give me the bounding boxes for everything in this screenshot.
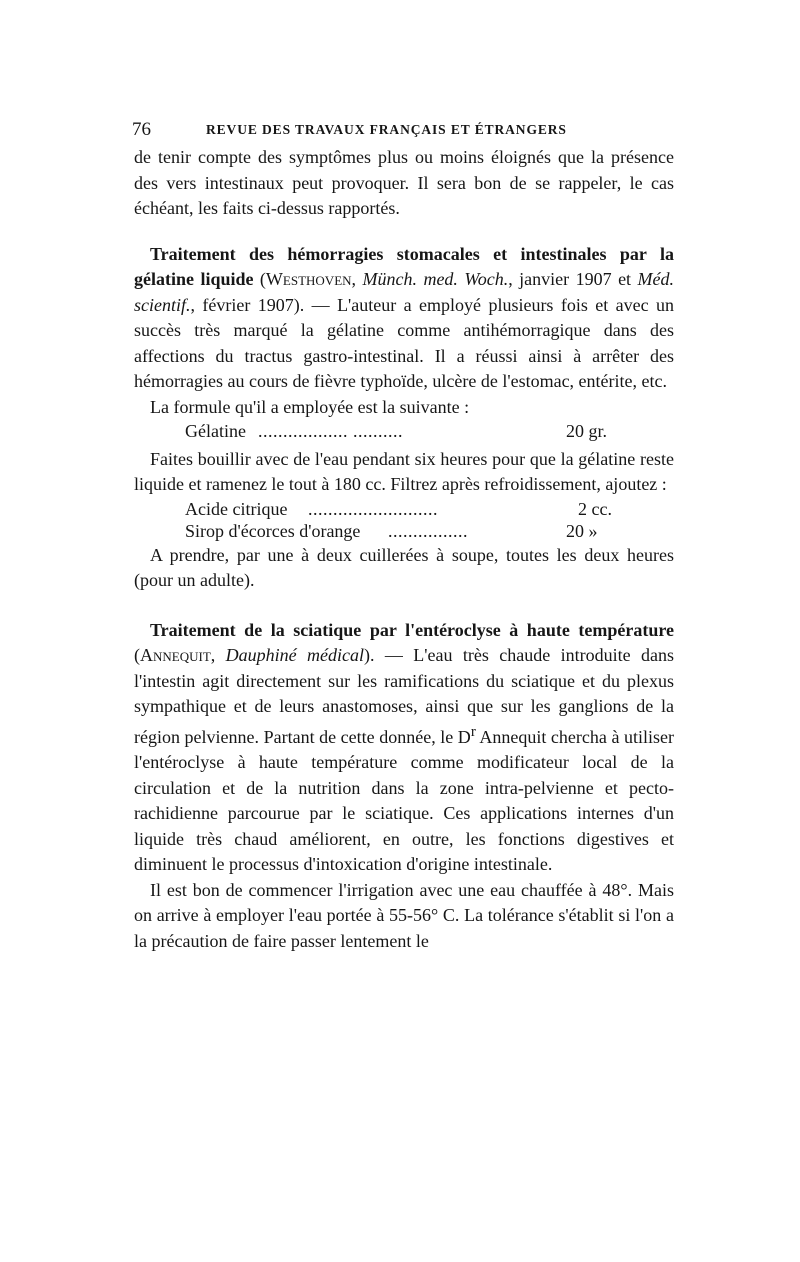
formula-line: Gélatine .................. .......... 20 gr. xyxy=(185,421,608,441)
formula-intro: La formule qu'il a employée est la suivante : xyxy=(150,396,470,417)
article1-body: L'auteur a employé plusieurs fois et avec un succès très marqué la gélatine comme antihémorragique dans des affections du tractus gastro-intestinal. Il a réussi ainsi à arrêter des hémorragies au cours de fièvre typhoïde, ulcère de l'estomac, entérite, etc. xyxy=(134,294,674,391)
formula2 xyxy=(134,498,674,543)
formula-line: Sirop d'écorces d'orange ................ 20 » xyxy=(185,521,598,541)
ingredient-name: Sirop d'écorces d'orange xyxy=(185,521,361,541)
article2-title: Traitement de la sciatique par l'entéroclyse à haute température xyxy=(150,619,674,640)
formula-line: Acide citrique .......................... 2 cc. xyxy=(185,498,612,519)
running-title: REVUE DES TRAVAUX FRANÇAIS ET ÉTRANGERS xyxy=(206,122,567,137)
article1-journal2: Méd. scientif. xyxy=(134,269,674,315)
book-page xyxy=(134,119,674,954)
formula1 xyxy=(134,420,674,443)
running-header xyxy=(134,119,674,145)
ingredient-name: Gélatine xyxy=(185,421,246,441)
ingredient-qty: 20 » xyxy=(566,521,598,541)
intro-paragraph: de tenir compte des symptômes plus ou moins éloignés que la présence des vers intestinaux peut provoquer. Il sera bon de se rappeler, le cas échéant, les faits ci-dessus rapportés. xyxy=(134,147,674,218)
ingredient-qty: 2 cc. xyxy=(578,498,612,519)
article2-body-2: Annequit chercha à utiliser l'entéroclyse à haute température comme modificateur local de la circulation et de la nutrition dans la zone intra-pelvienne et pecto-rachidienne parcourue par le sciatique. Ces applications internes d'un liquide très chaud améliorent, en outre, les fonctions digestives et diminuent le processus d'intoxication d'origine intestinale. xyxy=(134,726,674,874)
article2-paragraph-2: Il est bon de commencer l'irrigation avec une eau chauffée à 48°. Mais on arrive à employer l'eau portée à 55-56° C. La tolérance s'établit si l'on a la précaution de faire passer lentement le xyxy=(134,879,674,951)
article2-body-1: L'eau très chaude introduite dans l'intestin agit directement sur les ramifications du sciatique et du plexus sympathique et de leurs anastomoses, ainsi que sur les ganglions de la région pelvienne. Partant de cette donnée, le D xyxy=(134,645,675,747)
dr-superscript: r xyxy=(470,723,476,740)
ingredient-qty: 20 gr. xyxy=(566,421,608,441)
dosage-text: A prendre, par une à deux cuillerées à soupe, toutes les deux heures (pour un adulte). xyxy=(134,544,674,590)
ingredient-name: Acide citrique xyxy=(185,498,288,519)
page-number: 76 xyxy=(132,119,151,140)
preparation-text: Faites bouillir avec de l'eau pendant six heures pour que la gélatine reste liquide et ramenez le tout à 180 cc. Filtrez après refroidissement, ajoutez : xyxy=(134,448,674,494)
article2-opening: Traitement de la sciatique par l'entéroclyse à haute température (Annequit, Dauphiné médical). — L'eau très chaude introduite dans l'intestin agit directement sur les ramifications du sciatique et du plexus sympathique et de leurs anastomoses, ainsi que sur les ganglions de la région pelvienne. Partant de cette donnée, le $D^r$ Annequit chercha à utiliser l'entéroclyse à haute température comme modificateur local de la circulation et de la nutrition dans la zone intra-pelvienne et pecto-rachidienne parcourue par le sciatique. Ces applications internes d'un liquide très chaud améliorent, en outre, les fonctions digestives et diminuent le processus d'intoxication d'origine intestinale. xyxy=(134,619,675,874)
article1-title: Traitement des hémorragies stomacales et intestinales par la gélatine liquide xyxy=(134,243,674,289)
article1-journal1: Münch. med. Woch. xyxy=(362,269,509,289)
article2-journal: Dauphiné médical xyxy=(225,645,365,665)
article1-author: Westhoven xyxy=(265,269,352,289)
article2-author: Annequit xyxy=(140,645,211,665)
article1-opening: Traitement des hémorragies stomacales et intestinales par la gélatine liquide (Westhoven, Münch. med. Woch., janvier 1907 et Méd. scientif., février 1907). — L'auteur a employé plusieurs fois et avec un succès très marqué la gélatine comme antihémorragique dans des affections du tractus gastro-intestinal. Il a réussi ainsi à arrêter des hémorragies au cours de fièvre typhoïde, ulcère de l'estomac, entérite, etc. xyxy=(134,243,674,391)
